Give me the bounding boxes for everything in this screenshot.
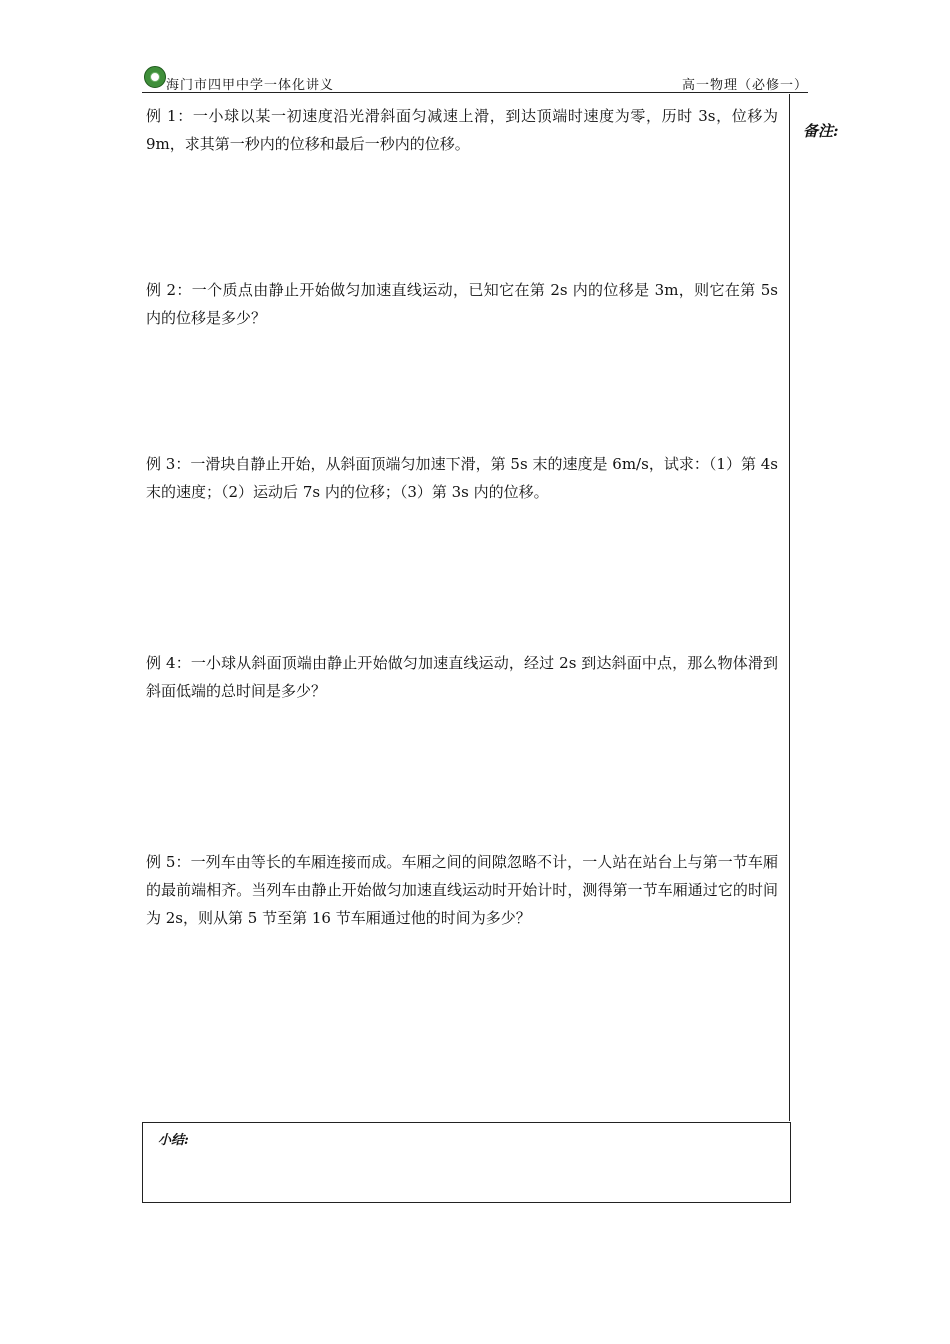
course-title: 高一物理（必修一） <box>681 78 808 93</box>
page-header <box>142 66 808 93</box>
school-title: 海门市四甲中学一体化讲义 <box>166 78 335 93</box>
example-2: 例 2：一个质点由静止开始做匀加速直线运动，已知它在第 2s 内的位移是 3m，则它在第 5s 内的位移是多少？ <box>146 281 778 327</box>
remarks-label: 备注: <box>803 122 839 140</box>
content-area <box>142 94 790 1121</box>
school-logo-icon <box>144 66 166 88</box>
example-3: 例 3：一滑块自静止开始，从斜面顶端匀加速下滑，第 5s 末的速度是 6m/s，试求：（1）第 4s 末的速度；（2）运动后 7s 内的位移；（3）第 3s 内的位移。 <box>146 455 778 501</box>
example-4: 例 4：一小球从斜面顶端由静止开始做匀加速直线运动，经过 2s 到达斜面中点，那么物体滑到斜面低端的总时间是多少？ <box>146 654 778 700</box>
summary-box <box>142 1122 791 1203</box>
example-1: 例 1：一小球以某一初速度沿光滑斜面匀减速上滑，到达顶端时速度为零，历时 3s，位移为 9m，求其第一秒内的位移和最后一秒内的位移。 <box>146 107 778 153</box>
example-5: 例 5：一列车由等长的车厢连接而成。车厢之间的间隙忽略不计，一人站在站台上与第一节车厢的最前端相齐。当列车由静止开始做匀加速直线运动时开始计时，测得第一节车厢通过它的时间为 2s，则从第 5 节至第 16 节车厢通过他的时间为多少？ <box>146 853 778 927</box>
summary-label: 小结: <box>158 1133 189 1148</box>
